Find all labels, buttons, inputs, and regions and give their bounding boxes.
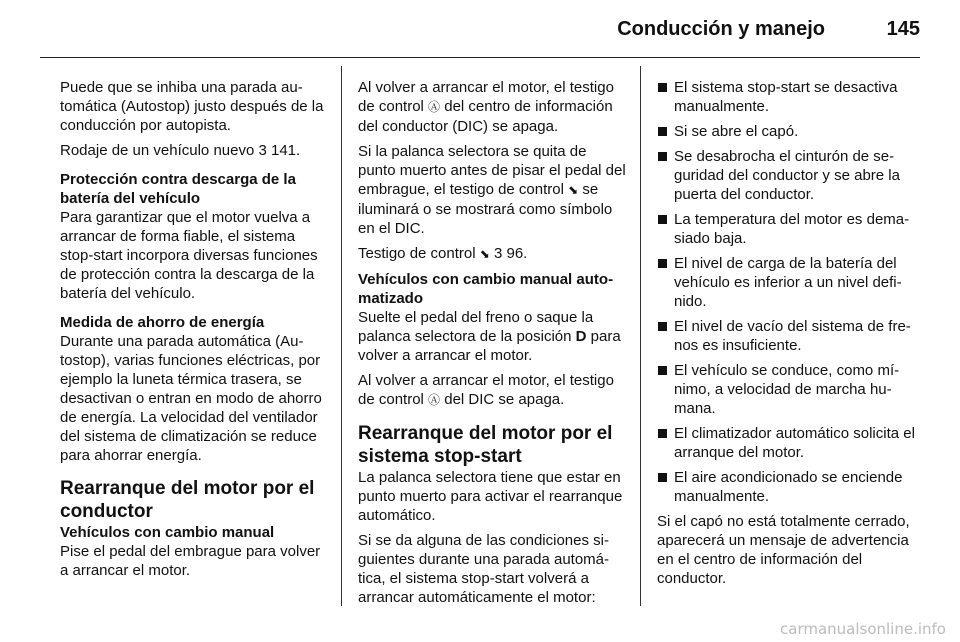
list-item: El nivel de vacío del sistema de frenos es insuficiente.: [657, 317, 925, 355]
autostop-icon: Ⓐ: [428, 100, 441, 114]
column-middle: [358, 78, 626, 613]
paragraph: Pise el pedal del embrague para volver a arrancar el motor.: [60, 543, 321, 579]
list-item: El vehículo se conduce, como mínimo, a velocidad de marcha humana.: [657, 361, 925, 418]
column-divider: [640, 66, 641, 606]
column-left: [60, 78, 326, 586]
list-item: El sistema stop-start se desactiva manualmente.: [657, 78, 925, 116]
page-number: 145: [886, 18, 920, 40]
list-item: La temperatura del motor es demasiado baja.: [657, 210, 925, 248]
paragraph: Durante una parada automática (Autostop), varias funciones eléctricas, por ejemplo la luneta térmica trasera, se desactivan o entran en modo de ahorro de energía. La velocidad del ventilador del sistema de climatización se reduce para ahorrar energía.: [60, 333, 322, 464]
page-header: [40, 14, 920, 54]
header-rule: [40, 57, 920, 58]
subheading: Vehículos con cambio manual automatizado: [358, 271, 614, 307]
condition-list: [657, 78, 925, 506]
paragraph: Testigo de control ⬊ 3 96.: [358, 245, 528, 262]
paragraph: Rodaje de un vehículo nuevo 3 141.: [60, 142, 301, 159]
paragraph: Para garantizar que el motor vuelva a arrancar de forma fiable, el sistema stop-start incorpora diversas funciones de protección contra la descarga de la batería del vehículo.: [60, 209, 318, 302]
paragraph: Al volver a arrancar el motor, el testigo de control Ⓐ del DIC se apaga.: [358, 372, 614, 408]
paragraph: Puede que se inhiba una parada automática (Autostop) justo después de la conducción por autopista.: [60, 79, 324, 134]
paragraph: Si la palanca selectora se quita de punto muerto antes de pisar el pedal del embrague, el testigo de control ⬊ se iluminará o se mostrará como símbolo en el DIC.: [358, 143, 626, 237]
column-right: [657, 78, 925, 594]
page-reference: 3 96.: [493, 245, 528, 262]
page-reference: 3 141.: [258, 142, 301, 159]
paragraph: Al volver a arrancar el motor, el testigo de control Ⓐ del centro de información del conductor (DIC) se apaga.: [358, 79, 614, 135]
list-item: El nivel de carga de la batería del vehículo es inferior a un nivel definido.: [657, 254, 925, 311]
paragraph: Si el capó no está totalmente cerrado, aparecerá un mensaje de advertencia en el centro de información del conductor.: [657, 513, 910, 587]
shift-indicator-icon: ⬊: [479, 247, 490, 261]
watermark: carmanualsonline.info: [780, 620, 946, 638]
autostop-icon: Ⓐ: [428, 393, 441, 407]
paragraph: Si se da alguna de las condiciones siguientes durante una parada automática, el sistema stop-start volverá a arrancar automáticamente el motor:: [358, 532, 610, 606]
column-divider: [341, 66, 342, 606]
subheading: Protección contra descarga de la batería del vehículo: [60, 171, 296, 207]
list-item: Si se abre el capó.: [657, 122, 925, 141]
paragraph: Suelte el pedal del freno o saque la palanca selectora de la posición D para volver a arrancar el motor.: [358, 309, 621, 364]
gear-position-label: D: [575, 328, 587, 345]
list-item: El aire acondicionado se enciende manualmente.: [657, 468, 925, 506]
section-heading: Rearranque del motor por el sistema stop-start: [358, 423, 613, 467]
list-item: El climatizador automático solicita el arranque del motor.: [657, 424, 925, 462]
list-item: Se desabrocha el cinturón de seguridad del conductor y se abre la puerta del conductor.: [657, 147, 925, 204]
subheading: Medida de ahorro de energía: [60, 314, 265, 331]
page-title: Conducción y manejo: [617, 18, 825, 40]
shift-indicator-icon: ⬊: [568, 183, 579, 197]
paragraph: La palanca selectora tiene que estar en punto muerto para activar el rearranque automático.: [358, 469, 623, 524]
section-heading: Rearranque del motor por el conductor: [60, 478, 315, 522]
subheading: Vehículos con cambio manual: [60, 524, 275, 541]
